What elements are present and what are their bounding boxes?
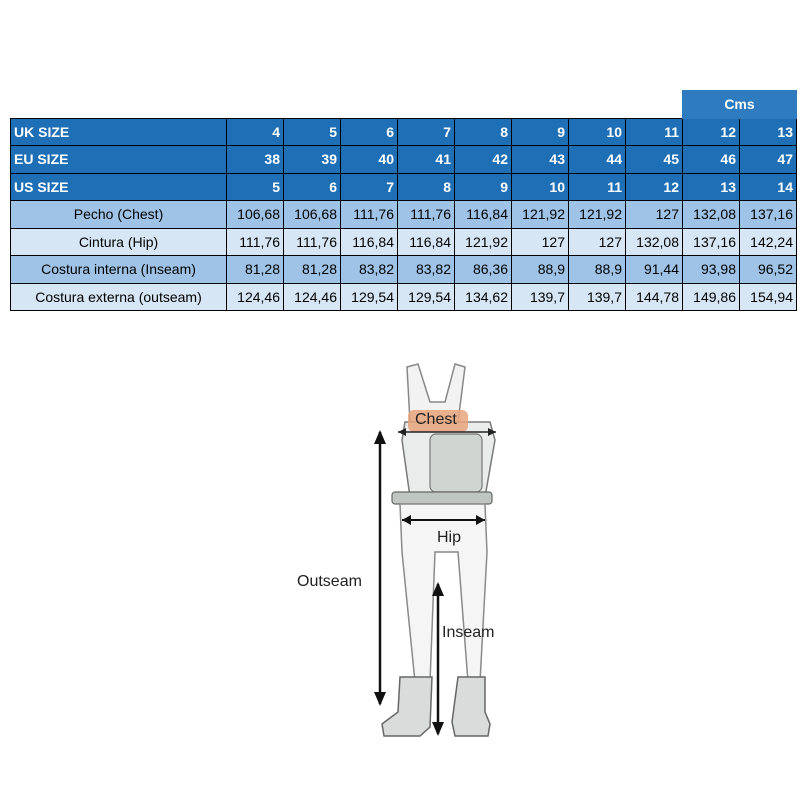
table-cell: 7	[398, 118, 455, 146]
table-cell: 81,28	[284, 256, 341, 284]
row-label: Cintura (Hip)	[11, 228, 227, 256]
table-cell: 121,92	[569, 201, 626, 229]
inseam-label: Inseam	[442, 624, 495, 641]
table-cell: 47	[740, 146, 797, 174]
row-label: Costura interna (Inseam)	[11, 256, 227, 284]
size-header-row	[11, 118, 797, 146]
table-cell: 83,82	[341, 256, 398, 284]
table-cell: 129,54	[398, 283, 455, 311]
table-cell: 139,7	[569, 283, 626, 311]
table-cell: 11	[626, 118, 683, 146]
table-cell: 41	[398, 146, 455, 174]
table-cell: 132,08	[626, 228, 683, 256]
table-cell: 134,62	[455, 283, 512, 311]
table-cell: 8	[455, 118, 512, 146]
size-header-row	[11, 146, 797, 174]
table-cell: 6	[341, 118, 398, 146]
units-row	[11, 91, 797, 119]
table-cell: 96,52	[740, 256, 797, 284]
row-label: Pecho (Chest)	[11, 201, 227, 229]
table-cell: 124,46	[284, 283, 341, 311]
table-cell: 10	[569, 118, 626, 146]
table-cell: 44	[569, 146, 626, 174]
table-cell: 9	[455, 173, 512, 201]
table-cell: 5	[227, 173, 284, 201]
table-cell: 81,28	[227, 256, 284, 284]
table-cell: 4	[227, 118, 284, 146]
table-cell: 11	[569, 173, 626, 201]
table-cell: 121,92	[512, 201, 569, 229]
wader-diagram	[280, 352, 540, 772]
table-cell: 142,24	[740, 228, 797, 256]
table-cell: 139,7	[512, 283, 569, 311]
size-header-row	[11, 173, 797, 201]
table-cell: 8	[398, 173, 455, 201]
table-cell: 137,16	[683, 228, 740, 256]
measurement-row	[11, 283, 797, 311]
hip-label: Hip	[437, 529, 462, 546]
table-cell: 42	[455, 146, 512, 174]
table-cell: 121,92	[455, 228, 512, 256]
table-cell: 129,54	[341, 283, 398, 311]
table-cell: 111,76	[284, 228, 341, 256]
row-label: US SIZE	[11, 173, 227, 201]
table-cell: 137,16	[740, 201, 797, 229]
table-cell: 40	[341, 146, 398, 174]
table-cell: 5	[284, 118, 341, 146]
chest-label: Chest	[415, 411, 457, 428]
table-cell: 127	[569, 228, 626, 256]
table-cell: 88,9	[569, 256, 626, 284]
measurement-row	[11, 256, 797, 284]
table-cell: 43	[512, 146, 569, 174]
table-cell: 111,76	[398, 201, 455, 229]
table-cell: 116,84	[398, 228, 455, 256]
table-cell: 116,84	[341, 228, 398, 256]
table-cell: 39	[284, 146, 341, 174]
table-cell: 86,36	[455, 256, 512, 284]
table-cell: 83,82	[398, 256, 455, 284]
table-cell: 88,9	[512, 256, 569, 284]
table-cell: 91,44	[626, 256, 683, 284]
table-cell: 13	[683, 173, 740, 201]
table-cell: 154,94	[740, 283, 797, 311]
table-cell: 132,08	[683, 201, 740, 229]
table-cell: 111,76	[341, 201, 398, 229]
outseam-label: Outseam	[297, 573, 362, 590]
table-cell: 46	[683, 146, 740, 174]
table-cell: 10	[512, 173, 569, 201]
table-cell: 106,68	[284, 201, 341, 229]
table-cell: 12	[683, 118, 740, 146]
table-cell: 14	[740, 173, 797, 201]
table-cell: 127	[512, 228, 569, 256]
table-cell: 106,68	[227, 201, 284, 229]
row-label: Costura externa (outseam)	[11, 283, 227, 311]
row-label: UK SIZE	[11, 118, 227, 146]
table-cell: 45	[626, 146, 683, 174]
table-cell: 93,98	[683, 256, 740, 284]
row-label: EU SIZE	[11, 146, 227, 174]
units-label: Cms	[683, 91, 797, 119]
table-cell: 149,86	[683, 283, 740, 311]
table-cell: 38	[227, 146, 284, 174]
table-cell: 13	[740, 118, 797, 146]
table-cell: 7	[341, 173, 398, 201]
size-chart-table	[10, 90, 797, 311]
table-cell: 124,46	[227, 283, 284, 311]
table-cell: 9	[512, 118, 569, 146]
table-cell: 127	[626, 201, 683, 229]
table-cell: 12	[626, 173, 683, 201]
measurement-row	[11, 201, 797, 229]
table-cell: 111,76	[227, 228, 284, 256]
measurement-row	[11, 228, 797, 256]
table-cell: 6	[284, 173, 341, 201]
table-cell: 144,78	[626, 283, 683, 311]
wader-illustration	[280, 352, 540, 772]
table-cell: 116,84	[455, 201, 512, 229]
